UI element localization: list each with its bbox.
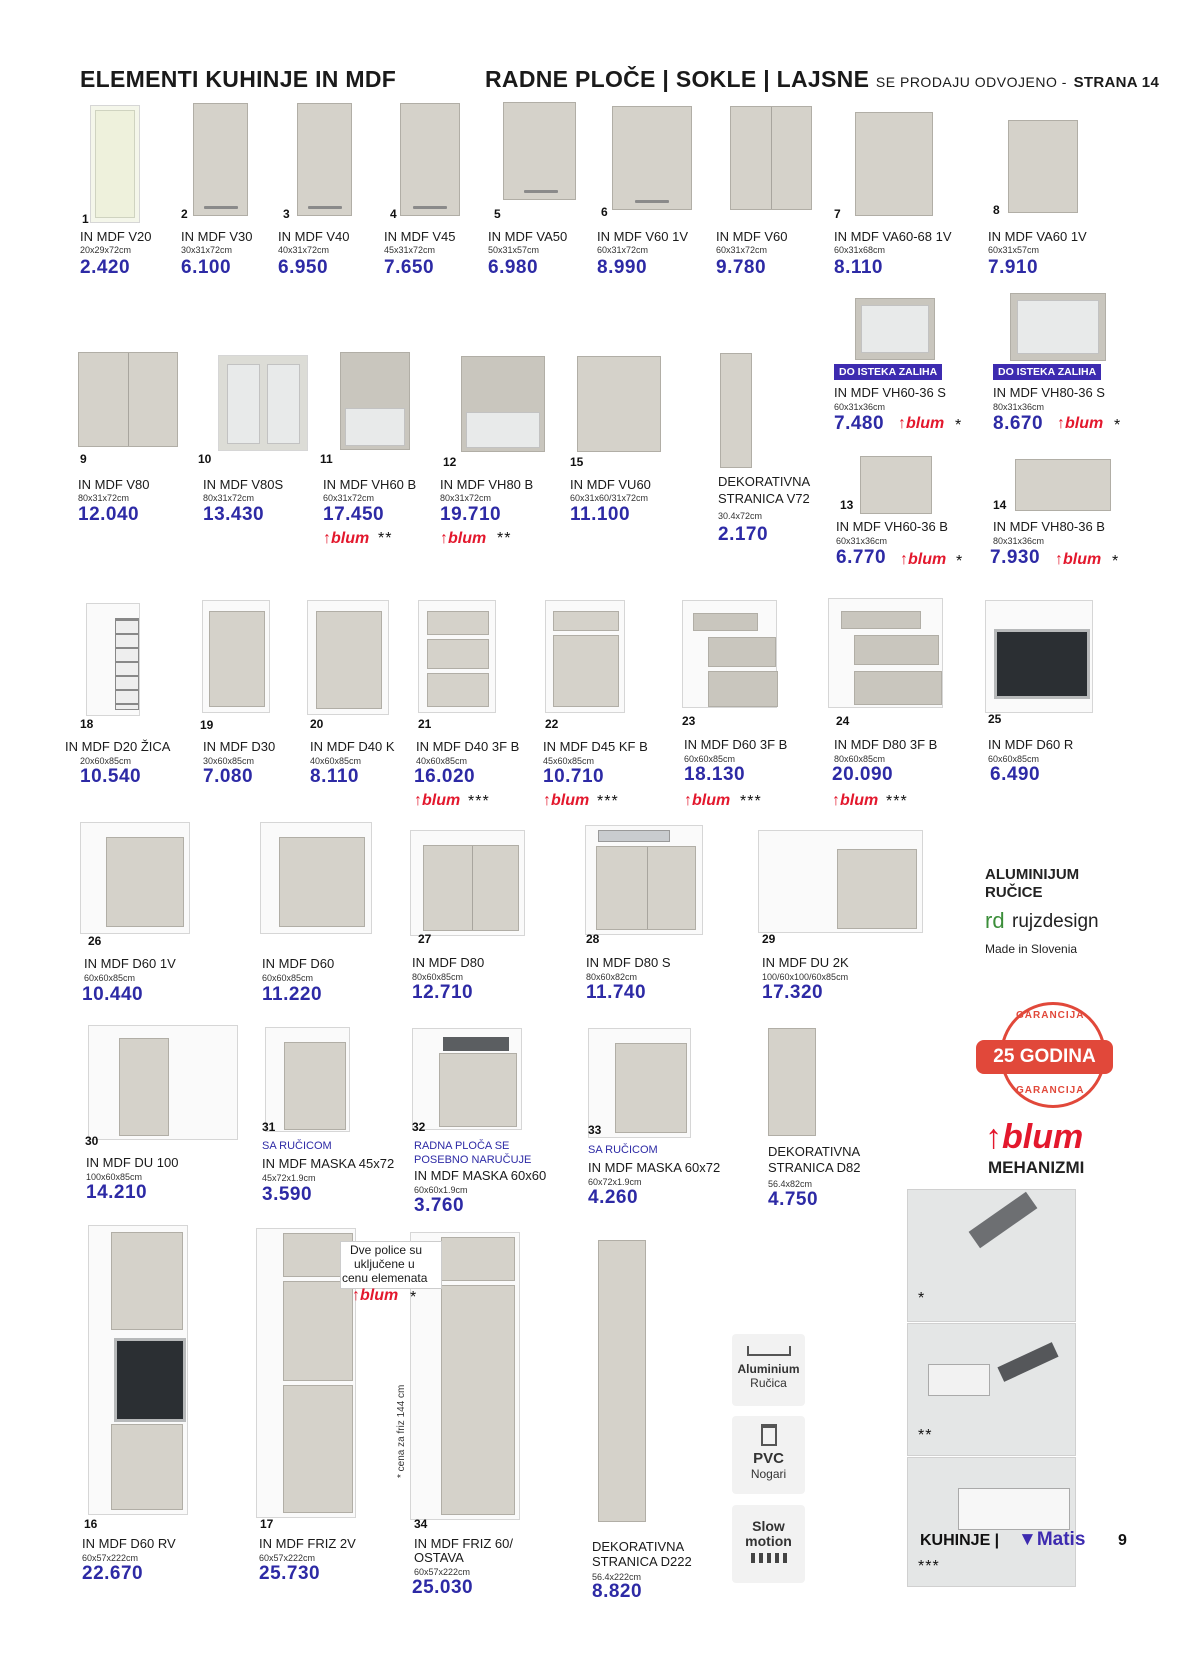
rujzdesign-logo: rd (985, 908, 1005, 933)
item-dimensions: 80x60x82cm (586, 972, 638, 982)
blum-logo: ↑blum (414, 792, 461, 809)
item-note: SA RUČICOM (588, 1144, 658, 1156)
blum-logo: ↑blum (900, 551, 947, 568)
item-number: 23 (682, 714, 696, 728)
item-price: 19.710 (440, 504, 502, 525)
item-name: IN MDF V80 (78, 477, 150, 492)
item-number: 15 (570, 455, 584, 469)
cabinet-image (193, 103, 248, 216)
cabinet-image (340, 352, 410, 450)
base-cabinet-image (260, 822, 372, 934)
wire-basket-cabinet-image (86, 603, 140, 716)
aluminium-title-2: RUČICE (985, 884, 1043, 901)
mechanism-photo-2 (907, 1323, 1076, 1456)
item-note-line-2: POSEBNO NARUČUJE (414, 1154, 532, 1166)
item-name-line-2: STRANICA D222 (592, 1554, 692, 1569)
item-price: 25.730 (259, 1563, 321, 1584)
cabinet-image (577, 356, 661, 452)
item-name: IN MDF D60 1V (84, 956, 176, 971)
blum-logo: ↑blum (832, 792, 879, 809)
corner-cabinet-image (88, 1025, 238, 1140)
slow-motion-icon (751, 1553, 787, 1563)
feature-aluminium-handle (732, 1334, 805, 1406)
blum-logo: ↑blum (1055, 551, 1102, 568)
note-line-3: cenu elemenata (342, 1271, 428, 1285)
base-cabinet-image (410, 830, 525, 936)
item-number: 17 (260, 1517, 274, 1531)
blum-mechanisms-logo: ↑blum (985, 1118, 1084, 1156)
sink-cabinet-image (585, 825, 703, 935)
item-name-line-2: STRANICA D82 (768, 1160, 861, 1175)
cabinet-image (855, 112, 933, 216)
item-name: IN MDF D40 K (310, 739, 395, 754)
blum-logo: ↑blum (323, 530, 370, 547)
item-name: IN MDF D45 KF B (543, 739, 648, 754)
item-name: IN MDF VA60-68 1V (834, 229, 952, 244)
item-price: 18.130 (684, 764, 746, 785)
item-name: IN MDF D80 3F B (834, 737, 938, 752)
item-number: 4 (390, 207, 397, 221)
item-number: 19 (200, 718, 214, 732)
cabinet-image (202, 600, 270, 713)
item-dimensions: 60x57x222cm (82, 1553, 139, 1563)
decorative-panel-image (720, 353, 752, 468)
mechanism-stars: ** (497, 530, 512, 547)
item-number: 29 (762, 932, 776, 946)
item-price: 7.080 (203, 766, 254, 787)
matis-logo (1018, 1529, 1085, 1551)
item-dimensions: 80x60x85cm (834, 754, 886, 764)
item-price: 6.100 (181, 257, 232, 278)
item-dimensions: 40x60x85cm (310, 756, 362, 766)
item-price: 9.780 (716, 257, 767, 278)
item-price: 11.740 (586, 982, 647, 1003)
item-name: IN MDF V20 (80, 229, 152, 244)
item-name-line-2: OSTAVA (414, 1550, 464, 1565)
item-number: 13 (840, 498, 854, 512)
mechanism-stars: *** (918, 1558, 940, 1575)
mechanism-stars: *** (886, 793, 908, 810)
item-name: IN MDF D30 (203, 739, 276, 754)
tall-oven-cabinet-image (88, 1225, 188, 1515)
item-name: IN MDF VH60-36 S (834, 385, 946, 400)
item-price: 14.210 (86, 1182, 148, 1203)
item-dimensions: 45x31x72cm (384, 245, 436, 255)
base-cabinet-image (80, 822, 190, 934)
feature-subtitle: Ručica (750, 1376, 787, 1390)
stock-badge: DO ISTEKA ZALIHA (993, 364, 1101, 380)
blum-logo: ↑blum (543, 792, 590, 809)
item-price: 8.110 (310, 766, 359, 787)
item-price: 10.540 (80, 766, 142, 787)
item-number: 9 (80, 452, 87, 466)
item-price: 7.480 (834, 413, 885, 434)
item-dimensions: 60x60x85cm (84, 973, 136, 983)
item-name: IN MDF D60 (262, 956, 335, 971)
item-dimensions: 60x60x85cm (262, 973, 314, 983)
item-number: 32 (412, 1120, 426, 1134)
item-number: 3 (283, 207, 290, 221)
item-number: 5 (494, 207, 501, 221)
item-dimensions: 45x60x85cm (543, 756, 595, 766)
item-dimensions: 20x29x72cm (80, 245, 132, 255)
item-name: IN MDF VA50 (488, 229, 568, 244)
handle-icon (747, 1346, 791, 1356)
item-number: 10 (198, 452, 212, 466)
item-dimensions: 56.4x222cm (592, 1572, 642, 1582)
item-number: 16 (84, 1517, 98, 1531)
item-dimensions: 30x31x72cm (181, 245, 233, 255)
item-number: 12 (443, 455, 457, 469)
item-number: 6 (601, 205, 608, 219)
item-number: 27 (418, 932, 432, 946)
right-title (485, 66, 1159, 93)
item-price: 11.100 (570, 504, 631, 525)
item-number: 1 (82, 212, 89, 226)
made-in-slovenia: Made in Slovenia (985, 942, 1078, 956)
decorative-panel-image (598, 1240, 646, 1522)
blum-logo: ↑blum (440, 530, 487, 547)
mechanisms-label: MEHANIZMI (988, 1158, 1085, 1177)
item-price: 12.710 (412, 982, 474, 1003)
right-title-page: STRANA 14 (1073, 74, 1160, 91)
item-number: 22 (545, 717, 559, 731)
item-name: IN MDF D60 3F B (684, 737, 788, 752)
item-price: 7.910 (988, 257, 1039, 278)
item-number: 25 (988, 712, 1002, 726)
item-dimensions: 60x31x57cm (988, 245, 1040, 255)
item-number: 31 (262, 1120, 276, 1134)
feature-title: PVC (753, 1450, 784, 1467)
item-price: 2.170 (718, 524, 769, 545)
item-price: 22.670 (82, 1563, 144, 1584)
friz-price-note: * cena za friz 144 cm (396, 1384, 407, 1478)
mechanism-stars: *** (597, 793, 619, 810)
item-price: 6.980 (488, 257, 539, 278)
item-name: IN MDF VH80-36 S (993, 385, 1105, 400)
item-price: 6.950 (278, 257, 329, 278)
mechanism-stars: * (1112, 553, 1120, 570)
item-name: IN MDF FRIZ 2V (259, 1536, 356, 1551)
item-number: 14 (993, 498, 1007, 512)
cabinet-image (461, 356, 545, 452)
item-number: 18 (80, 717, 94, 731)
item-price: 10.710 (543, 766, 605, 787)
cabinet-image (545, 600, 625, 713)
cabinet-image (860, 456, 932, 514)
corner-cabinet-image (758, 830, 923, 933)
item-number: 28 (586, 932, 600, 946)
item-number: 7 (834, 207, 841, 221)
guarantee-main: 25 GODINA (976, 1040, 1113, 1074)
blum-logo: ↑blum (684, 792, 731, 809)
item-price: 2.420 (80, 257, 131, 278)
cabinet-image (730, 106, 812, 210)
item-price: 8.820 (592, 1581, 643, 1602)
cabinet-image (297, 103, 352, 216)
item-name: IN MDF MASKA 60x60 (414, 1168, 547, 1183)
item-price: 8.110 (834, 257, 883, 278)
item-price: 3.760 (414, 1195, 465, 1216)
note-line-1: Dve police su (350, 1243, 423, 1257)
item-dimensions: 56.4x82cm (768, 1179, 813, 1189)
open-drawer-cabinet-image (682, 600, 777, 708)
mechanism-stars: * (955, 417, 963, 434)
item-name: IN MDF D80 (412, 955, 485, 970)
item-price: 20.090 (832, 764, 894, 785)
mask-panel-image (588, 1028, 691, 1138)
cabinet-image (612, 106, 692, 210)
item-name: IN MDF D40 3F B (416, 739, 520, 754)
item-name: IN MDF V60 1V (597, 229, 689, 244)
mechanism-stars: * (1114, 417, 1122, 434)
mechanism-stars: * (918, 1290, 926, 1307)
mask-panel-image (265, 1027, 350, 1132)
cabinet-image (307, 600, 389, 715)
item-dimensions: 60x60x85cm (684, 754, 736, 764)
item-price: 6.490 (990, 764, 1041, 785)
item-dimensions: 80x31x36cm (993, 536, 1045, 546)
left-title: ELEMENTI KUHINJE IN MDF (80, 66, 397, 92)
cabinet-image (503, 102, 576, 200)
item-price: 3.590 (262, 1184, 313, 1205)
item-number: 33 (588, 1123, 602, 1137)
guarantee-top-text: GARANCIJA (1016, 1010, 1085, 1021)
right-title-sub: SE PRODAJU ODVOJENO - (875, 74, 1067, 90)
item-name: IN MDF VA60 1V (988, 229, 1087, 244)
item-dimensions: 60x31x60/31x72cm (570, 493, 649, 503)
item-dimensions: 60x60x1.9cm (414, 1185, 468, 1195)
item-name: IN MDF V80S (203, 477, 284, 492)
item-dimensions: 100x60x85cm (86, 1172, 143, 1182)
item-dimensions: 50x31x57cm (488, 245, 540, 255)
item-price: 7.650 (384, 257, 435, 278)
item-name: IN MDF DU 2K (762, 955, 849, 970)
mechanism-stars: * (410, 1289, 418, 1306)
item-number: 20 (310, 717, 324, 731)
guarantee-bottom-text: GARANCIJA (1016, 1085, 1085, 1096)
item-name: IN MDF VH60 B (323, 477, 417, 492)
feature-title: Aluminium (737, 1362, 800, 1376)
item-number: 30 (85, 1134, 99, 1148)
item-dimensions: 80x31x36cm (993, 402, 1045, 412)
feature-slow-motion (732, 1505, 805, 1583)
blum-logo: ↑blum (898, 415, 945, 432)
item-name: IN MDF VH80 B (440, 477, 534, 492)
item-number: 8 (993, 203, 1000, 217)
item-name: IN MDF D60 R (988, 737, 1074, 752)
item-dimensions: 60x57x222cm (414, 1567, 471, 1577)
mechanism-stars: *** (740, 793, 762, 810)
drawer-cabinet-image (418, 600, 496, 713)
cabinet-image (400, 103, 460, 216)
item-dimensions: 60x60x85cm (988, 754, 1040, 764)
leg-icon (761, 1424, 777, 1446)
item-number: 11 (320, 452, 333, 466)
item-number: 24 (836, 714, 850, 728)
item-price: 25.030 (412, 1577, 474, 1598)
item-price: 8.990 (597, 257, 648, 278)
oven-cabinet-image (985, 600, 1093, 713)
item-name: IN MDF MASKA 45x72 (262, 1156, 395, 1171)
item-dimensions: 60x31x36cm (834, 402, 886, 412)
item-price: 4.750 (768, 1189, 819, 1210)
cabinet-image (1010, 293, 1106, 361)
open-drawer-cabinet-image (828, 598, 943, 708)
item-dimensions: 60x31x72cm (597, 245, 649, 255)
item-number: 21 (418, 717, 432, 731)
item-name: IN MDF D20 ŽICA (65, 739, 171, 754)
aluminium-title-1: ALUMINIJUM (985, 866, 1080, 883)
item-dimensions: 60x31x68cm (834, 245, 886, 255)
item-name: IN MDF V30 (181, 229, 253, 244)
stock-badge: DO ISTEKA ZALIHA (834, 364, 942, 380)
item-number: 2 (181, 207, 188, 221)
item-dimensions: 30.4x72cm (718, 511, 763, 521)
matis-brand: Matis (1036, 1529, 1086, 1550)
right-title-main: RADNE PLOČE | SOKLE | LAJSNE (485, 66, 870, 92)
item-name: IN MDF VH80-36 B (993, 519, 1105, 534)
item-name: IN MDF D80 S (586, 955, 671, 970)
item-price: 10.440 (82, 984, 144, 1005)
item-name: IN MDF DU 100 (86, 1155, 179, 1170)
item-name: IN MDF MASKA 60x72 (588, 1160, 721, 1175)
mechanism-stars: ** (378, 530, 393, 547)
item-name-line-1: DEKORATIVNA (718, 474, 811, 489)
item-number: 34 (414, 1517, 428, 1531)
item-price: 16.020 (414, 766, 476, 787)
item-name-line-2: STRANICA V72 (718, 491, 810, 506)
mechanism-photo-3 (907, 1457, 1076, 1587)
item-dimensions: 30x60x85cm (203, 756, 255, 766)
item-name: IN MDF V60 (716, 229, 788, 244)
blum-logo: ↑blum (352, 1287, 399, 1304)
page-number: 9 (1118, 1532, 1127, 1549)
item-dimensions: 60x31x36cm (836, 536, 888, 546)
dishwasher-mask-image (412, 1028, 522, 1130)
cabinet-image (855, 298, 935, 360)
glass-cabinet-image (218, 355, 308, 451)
item-dimensions: 60x31x72cm (716, 245, 768, 255)
item-name-line-1: DEKORATIVNA (592, 1539, 685, 1554)
item-dimensions: 40x60x85cm (416, 756, 468, 766)
item-name: IN MDF VU60 (570, 477, 651, 492)
cabinet-image (1015, 459, 1111, 511)
item-price: 7.930 (990, 547, 1041, 568)
item-price: 12.040 (78, 504, 140, 525)
item-name: IN MDF V45 (384, 229, 456, 244)
item-note: SA RUČICOM (262, 1140, 332, 1152)
item-dimensions: 45x72x1.9cm (262, 1173, 316, 1183)
item-dimensions: 60x72x1.9cm (588, 1177, 642, 1187)
item-dimensions: 80x60x85cm (412, 972, 464, 982)
item-dimensions: 80x31x72cm (78, 493, 130, 503)
matis-logo-mark: ▼ (1018, 1529, 1037, 1550)
item-dimensions: 20x60x85cm (80, 756, 132, 766)
item-price: 13.430 (203, 504, 265, 525)
item-price: 8.670 (993, 413, 1044, 434)
cabinet-image (1008, 120, 1078, 213)
mechanism-stars: *** (468, 793, 490, 810)
note-line-2: uključene u (354, 1257, 415, 1271)
item-name-line-1: IN MDF FRIZ 60/ (414, 1536, 513, 1551)
item-price: 17.450 (323, 504, 385, 525)
item-dimensions: 80x31x72cm (203, 493, 255, 503)
item-name-line-1: DEKORATIVNA (768, 1144, 861, 1159)
feature-subtitle: Nogari (750, 1467, 787, 1481)
cabinet-image (78, 352, 178, 447)
item-name: IN MDF V40 (278, 229, 350, 244)
item-price: 4.260 (588, 1187, 639, 1208)
mechanism-photo-1 (907, 1189, 1076, 1322)
item-note-line-1: RADNA PLOČA SE (414, 1140, 510, 1152)
item-dimensions: 60x57x222cm (259, 1553, 316, 1563)
feature-title: Slow motion (745, 1518, 792, 1549)
item-dimensions: 80x31x72cm (440, 493, 492, 503)
item-dimensions: 100/60x100/60x85cm (762, 972, 849, 982)
item-dimensions: 40x31x72cm (278, 245, 330, 255)
item-number: 26 (88, 934, 102, 948)
item-name: IN MDF VH60-36 B (836, 519, 948, 534)
rujzdesign-brand: rujzdesign (1012, 911, 1099, 932)
decorative-panel-image (768, 1028, 816, 1136)
feature-pvc-legs (732, 1416, 805, 1494)
item-price: 6.770 (836, 547, 887, 568)
item-dimensions: 60x31x72cm (323, 493, 375, 503)
item-price: 17.320 (762, 982, 824, 1003)
item-name: IN MDF D60 RV (82, 1536, 176, 1551)
cabinet-image (95, 110, 135, 218)
footer-section: KUHINJE | (920, 1532, 1000, 1549)
blum-logo: ↑blum (1057, 415, 1104, 432)
mechanism-stars: ** (918, 1427, 933, 1444)
mechanism-stars: * (956, 553, 964, 570)
item-price: 11.220 (262, 984, 323, 1005)
